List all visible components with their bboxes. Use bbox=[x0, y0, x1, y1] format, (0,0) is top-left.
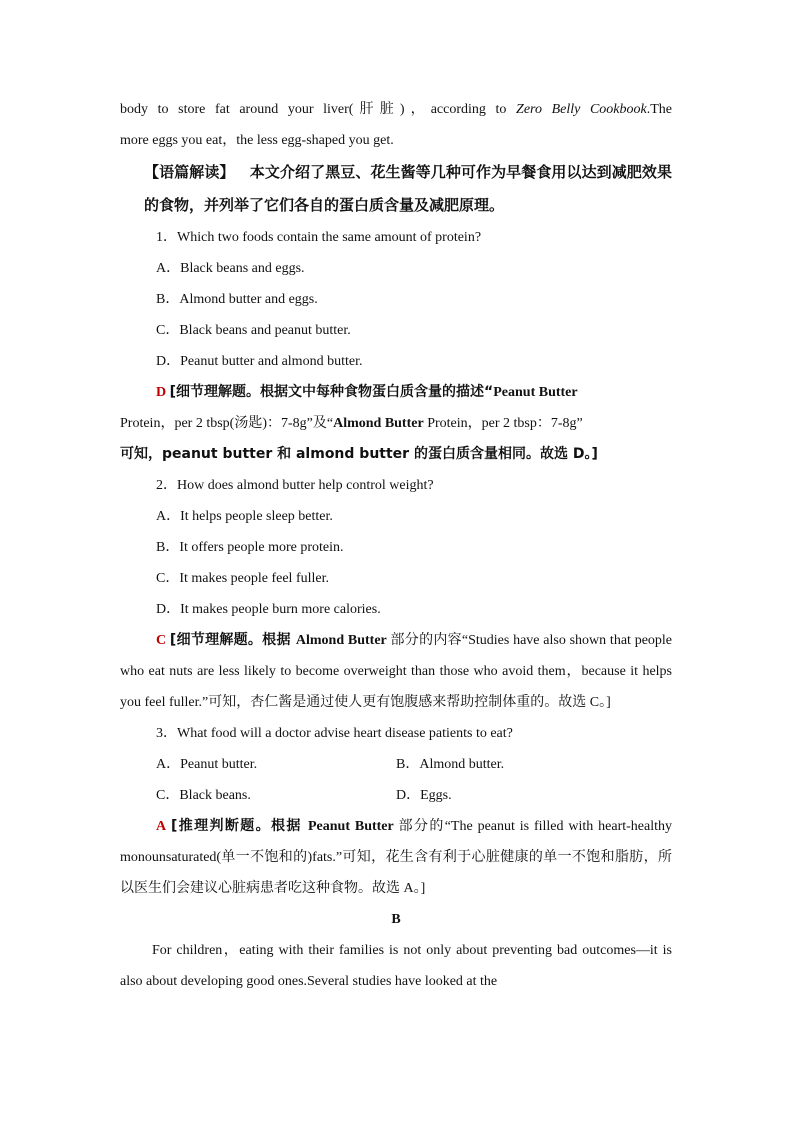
question-3-explanation bbox=[120, 811, 672, 904]
question-2-option-c: C．It makes people feel fuller. bbox=[156, 571, 329, 586]
explanation-text: 可知，peanut butter 和 almond butter 的蛋白质含量相同。故选 D。] bbox=[120, 446, 598, 462]
explanation-keyword: Almond Butter bbox=[333, 416, 424, 431]
explanation-text: Protein，per 2 tbsp：7-8g” bbox=[423, 416, 583, 431]
section-b-passage: For children，eating with their families is not only about preventing bad outcomes—it is also about developing good ones.Several studies have looked at the bbox=[120, 943, 672, 989]
question-2-explanation bbox=[120, 625, 672, 718]
question-3-option-b: B．Almond butter. bbox=[396, 757, 505, 772]
question-3-option-d: D．Eggs. bbox=[396, 788, 452, 803]
page-content bbox=[120, 94, 672, 997]
explanation-keyword: Almond Butter bbox=[295, 633, 387, 648]
explanation-text: 部分的“The peanut is filled with heart-healthy monounsaturated(单一不饱和的)fats.”可知，花生含有利于心脏健康的单一不饱和脂肪，所以医生们会建议心脏病患者吃这种食物。故选 A。] bbox=[120, 819, 672, 896]
question-1-option-c: C．Black beans and peanut butter. bbox=[156, 323, 351, 338]
intro-text: .The bbox=[646, 102, 673, 117]
intro-text: )，according to bbox=[399, 102, 517, 117]
question-2-option-a: A．It helps people sleep better. bbox=[156, 509, 333, 524]
question-1-stem: 1．Which two foods contain the same amount of protein? bbox=[156, 230, 482, 245]
section-heading: B bbox=[391, 912, 401, 927]
question-1-option-b: B．Almond butter and eggs. bbox=[156, 292, 318, 307]
passage-summary bbox=[120, 156, 672, 222]
explanation-keyword: Peanut Butter bbox=[493, 385, 578, 400]
question-3-stem: 3．What food will a doctor advise heart disease patients to eat? bbox=[156, 726, 513, 741]
question-2-option-b: B．It offers people more protein. bbox=[156, 540, 344, 555]
question-1-option-d: D．Peanut butter and almond butter. bbox=[156, 354, 363, 369]
explanation-text: Protein，per 2 tbsp(汤匙)：7-8g”及“ bbox=[120, 416, 334, 431]
question-2-option-d: D．It makes people burn more calories. bbox=[156, 602, 381, 617]
answer-letter: D bbox=[156, 385, 167, 400]
question-1-explanation bbox=[120, 377, 672, 470]
intro-line-2: more eggs you eat，the less egg-shaped you get. bbox=[120, 133, 394, 148]
intro-cn-word: 肝脏 bbox=[353, 101, 400, 117]
question-1-option-a: A．Black beans and eggs. bbox=[156, 261, 305, 276]
question-3-options-row-1 bbox=[120, 749, 672, 780]
explanation-text: 部分的内容“Studies have also shown that people who eat nuts are less likely to become overweight than those who avoid them，because it helps you feel fuller.”可知，杏仁酱是通过使人更有饱腹感来帮助控制体重的。故选 C。] bbox=[120, 633, 673, 710]
question-3-option-c: C．Black beans. bbox=[156, 788, 251, 803]
question-2-stem: 2．How does almond butter help control weight? bbox=[156, 478, 434, 493]
intro-line-1 bbox=[120, 94, 672, 125]
summary-tag: 【语篇解读】 bbox=[144, 163, 235, 181]
answer-letter: C bbox=[156, 633, 167, 648]
intro-text: body to store fat around your liver( bbox=[120, 102, 354, 117]
summary-text: 本文介绍了黑豆、花生酱等几种可作为早餐食用以达到减肥效果的食物，并列举了它们各自的蛋白质含量及减肥原理。 bbox=[144, 163, 672, 214]
book-title: Zero Belly Cookbook bbox=[516, 102, 647, 117]
question-3-options-row-2 bbox=[120, 780, 672, 811]
explanation-keyword: Peanut Butter bbox=[307, 819, 394, 834]
explanation-text: [细节理解题。根据 bbox=[169, 632, 296, 648]
explanation-text: [推理判断题。根据 bbox=[171, 818, 308, 834]
explanation-text: [细节理解题。根据文中每种食物蛋白质含量的描述“ bbox=[169, 384, 494, 400]
question-3-option-a: A．Peanut butter. bbox=[156, 757, 258, 772]
answer-letter: A bbox=[156, 819, 167, 834]
